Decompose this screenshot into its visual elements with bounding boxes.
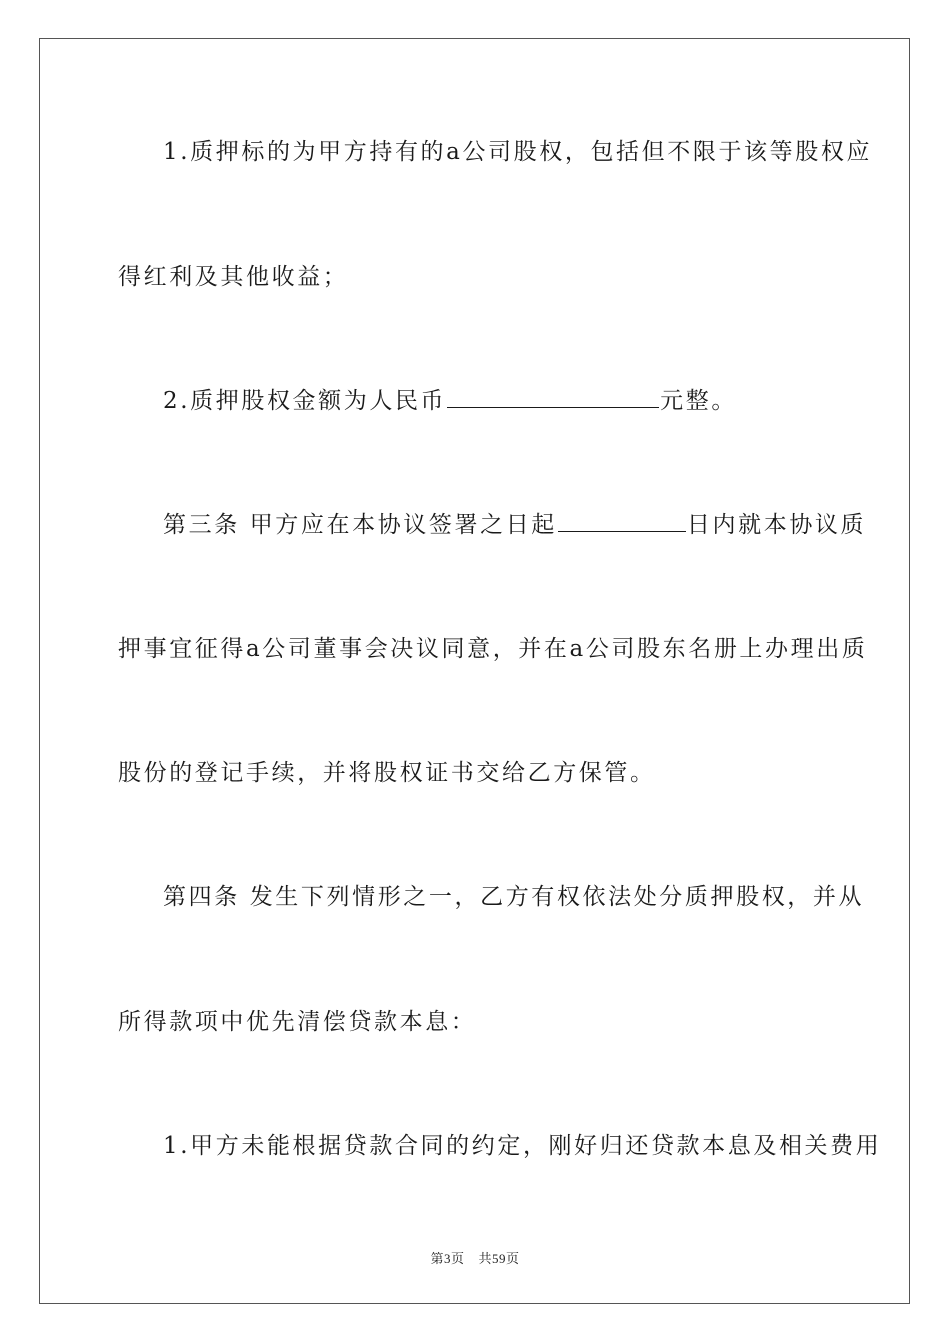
total-pages: 共59页 — [478, 1251, 520, 1266]
paragraph-line: 股份的登记手续，并将股权证书交给乙方保管。 — [118, 760, 656, 786]
paragraph-line — [163, 510, 866, 540]
page-border — [39, 38, 910, 1304]
current-page: 第3页 — [430, 1251, 465, 1266]
paragraph-line: 得红利及其他收益； — [118, 264, 349, 290]
amount-suffix: 元整。 — [660, 388, 737, 414]
page-footer — [0, 1248, 950, 1267]
paragraph-line: 第四条 发生下列情形之一，乙方有权依法处分质押股权，并从 — [163, 884, 865, 910]
amount-label: 2.质押股权金额为人民币 — [163, 388, 447, 414]
amount-blank — [447, 387, 659, 408]
paragraph-line — [163, 386, 737, 416]
days-blank — [558, 511, 686, 532]
article-three-end: 日内就本协议质 — [686, 512, 867, 538]
paragraph-line: 1.甲方未能根据贷款合同的约定，刚好归还贷款本息及相关费用 — [163, 1133, 882, 1159]
article-three-start: 第三条 甲方应在本协议签署之日起 — [163, 512, 557, 538]
paragraph-line: 所得款项中优先清偿贷款本息： — [118, 1009, 477, 1035]
paragraph-line: 押事宜征得a公司董事会决议同意，并在a公司股东名册上办理出质 — [118, 636, 868, 662]
paragraph-line: 1.质押标的为甲方持有的a公司股权，包括但不限于该等股权应 — [163, 139, 873, 165]
